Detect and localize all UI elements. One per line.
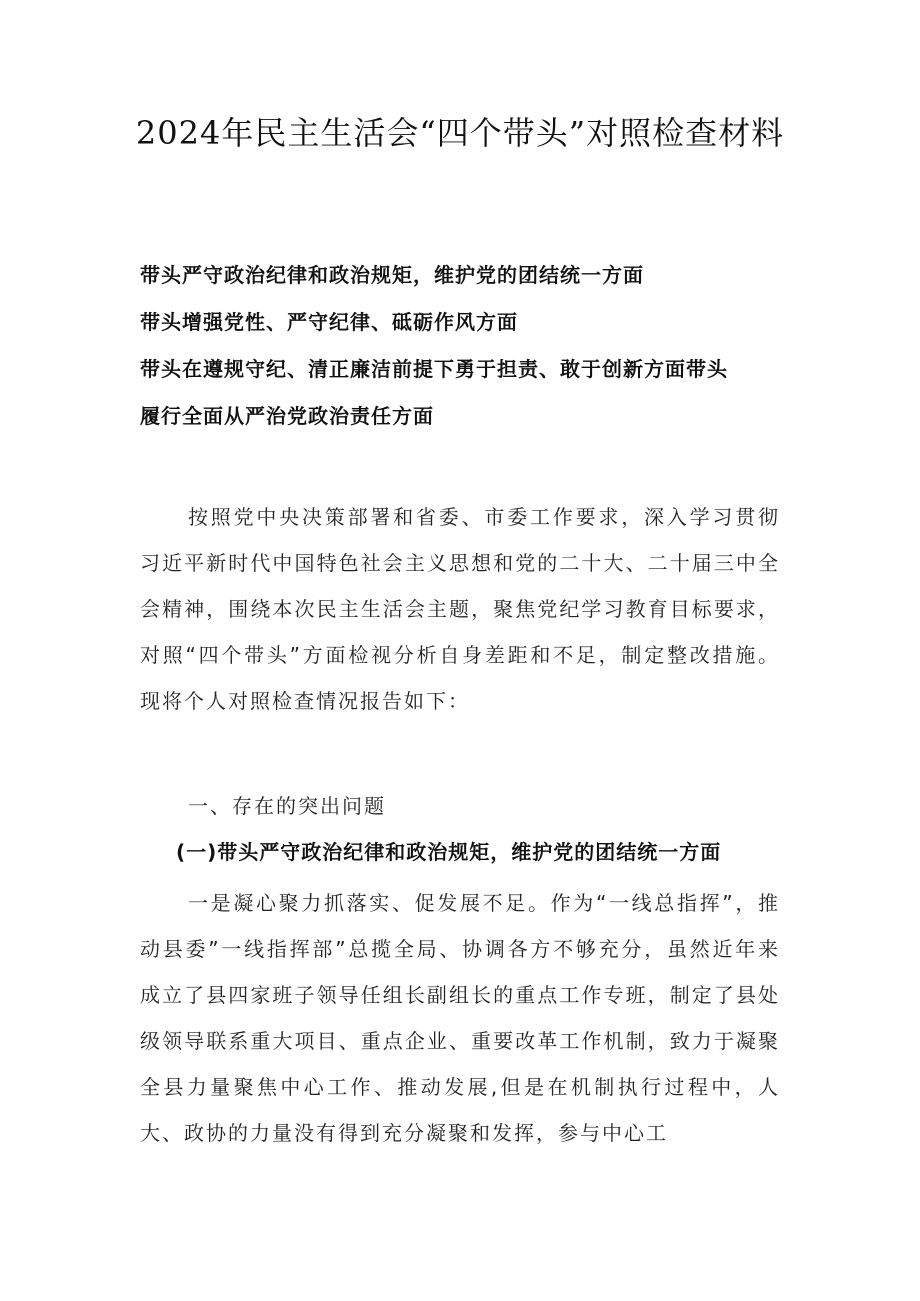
document-title: 2024年民主生活会“四个带头”对照检查材料	[135, 114, 785, 152]
topic-item: 履行全面从严治党政治责任方面	[140, 404, 434, 428]
topic-item: 带头增强党性、严守纪律、砥砺作风方面	[140, 310, 518, 334]
topic-list	[140, 252, 800, 440]
section-heading: 一、存在的突出问题	[188, 794, 386, 818]
topic-item: 带头严守政治纪律和政治规矩，维护党的团结统一方面	[140, 263, 644, 287]
topic-item: 带头在遵规守纪、清正廉洁前提下勇于担责、敢于创新方面带头	[140, 357, 728, 381]
body-paragraph: 一是凝心聚力抓落实、促发展不足。作为“一线总指挥”，推动县委”一线指挥部”总揽全局、协调各方不够充分，虽然近年来成立了县四家班子领导任组长副组长的重点工作专班，制定了县处级领导联系重大项目、重点企业、重要改革工作机制，致力于凝聚全县力量聚焦中心工作、推动发展,但是在机制执行过程中，人大、政协的力量没有得到充分凝聚和发挥，参与中心工	[140, 891, 780, 1145]
intro-paragraph: 按照党中央决策部署和省委、市委工作要求，深入学习贯彻习近平新时代中国特色社会主义思想和党的二十大、二十届三中全会精神，围绕本次民主生活会主题，聚焦党纪学习教育目标要求，对照“四个带头”方面检视分析自身差距和不足，制定整改措施。现将个人对照检查情况报告如下：	[140, 505, 780, 713]
sub-heading: (一)带头严守政治纪律和政治规矩，维护党的团结统一方面	[176, 840, 722, 864]
